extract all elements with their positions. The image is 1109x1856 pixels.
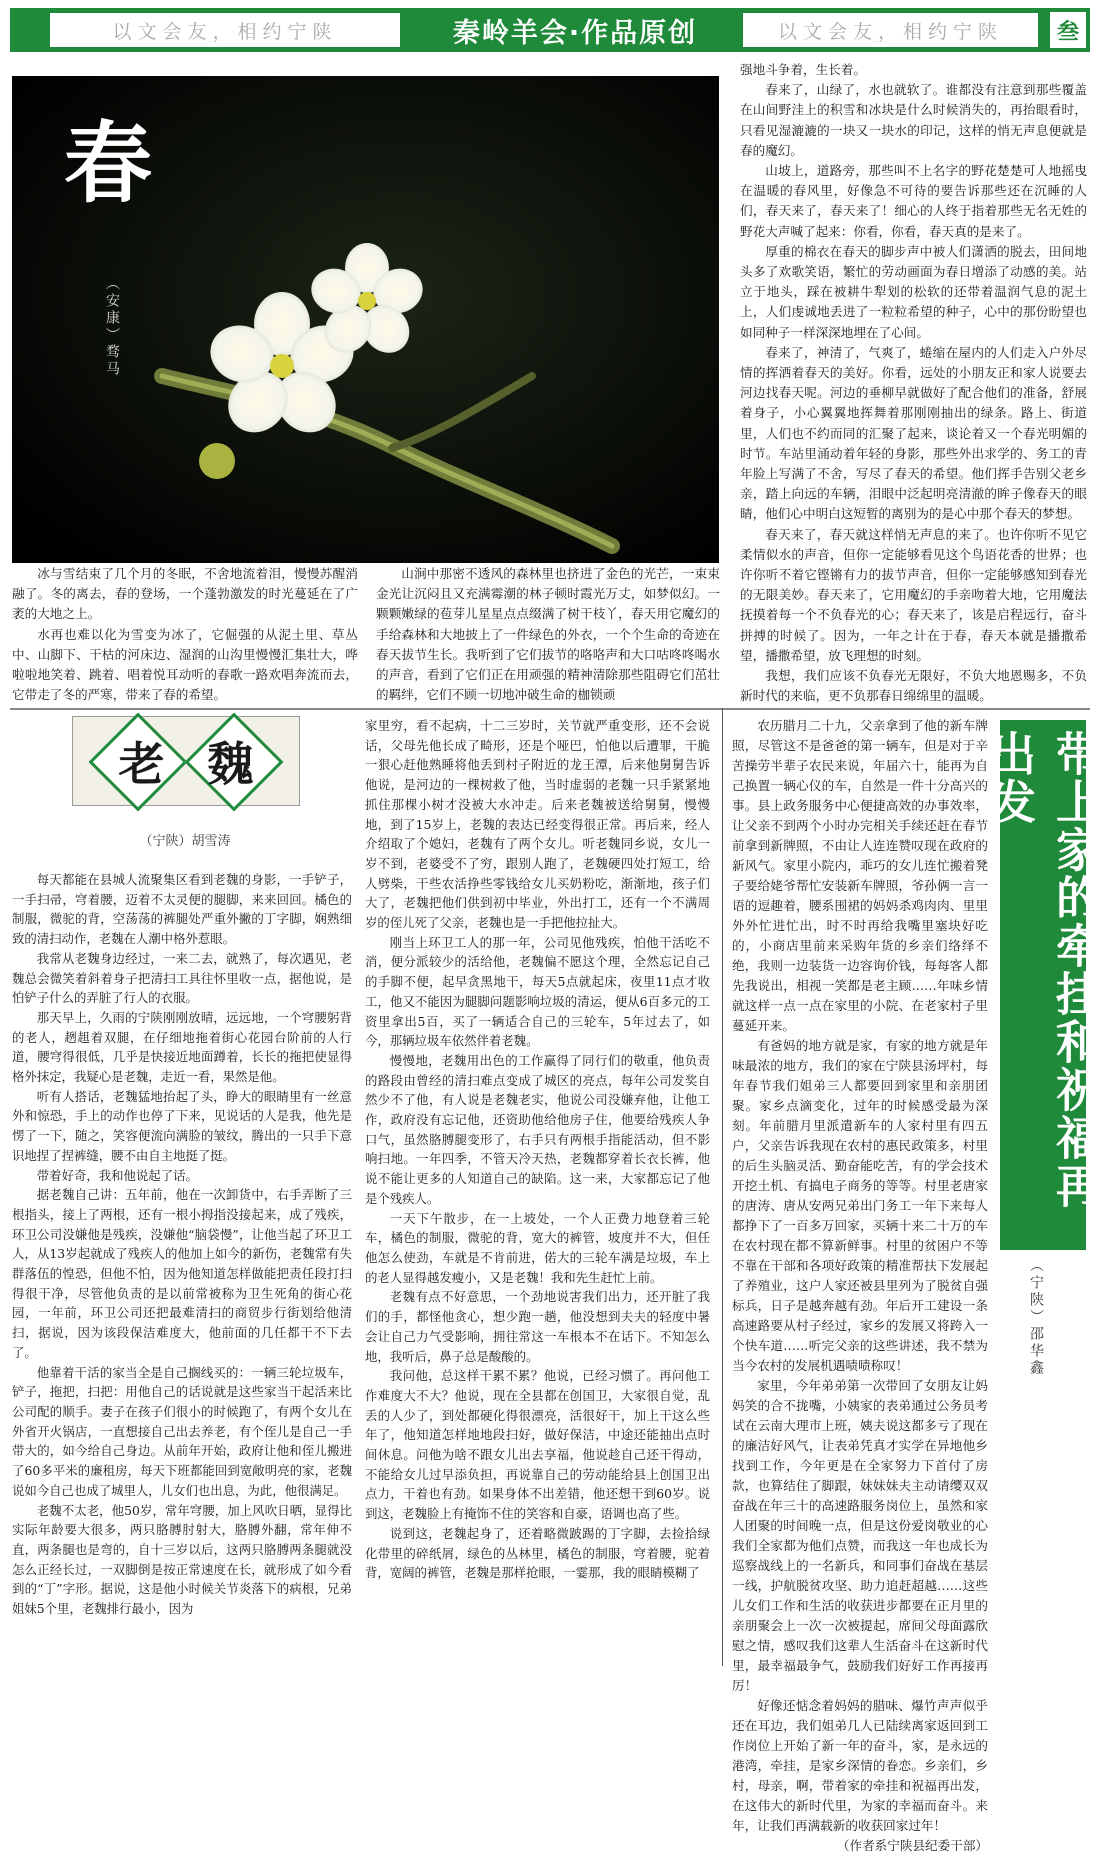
plum-blossom-photo xyxy=(12,76,719,563)
paragraph: 带着好奇，我和他说起了话。 xyxy=(36,1167,198,1183)
header-masthead: 秦岭羊会·作品原创 xyxy=(452,17,698,49)
paragraph: 老魏有点不好意思，一个劲地说害我们出力，还开脏了我们的手，都怪他贪心，想少跑一趟，他没想到夫夫的轻度中暑会让自己力气受影响，拥往常这一车根本不在话下。不知怎么地，我听后，鼻子总是酸酸的。 xyxy=(365,1289,710,1364)
paragraph: 说到这，老魏起身了，还着略微跛踢的丁字脚，去捡拾绿化带里的碎纸屑，绿色的丛林里，橘色的制服，穹着腰，驼着背，宽阔的裤管，老魏是那样抢眼，一霎那，我的眼睛模糊了 xyxy=(365,1525,710,1581)
title-char: 老 xyxy=(118,737,165,791)
paragraph: 一天下午散步，在一上坡处，一个人正费力地登着三轮车，橘色的制服，微驼的背，宽大的裤管，坡度并不大，但任他怎么使劲，车就是不肯前进，偌大的三轮车满是垃圾，车上的老人显得越发瘦小，又是老魏！我和先生赶忙上前。 xyxy=(365,1210,710,1285)
author-note: （作者系宁陕县纪委干部） xyxy=(836,1838,988,1853)
paragraph: 厚重的棉衣在春天的脚步声中被人们潇洒的脱去，田间地头多了欢歌笑语，繁忙的劳动画面为春日增添了动感的美。站立于地头，踩在被耕牛犁划的松软的还带着温润气息的泥土上，人们虔诚地丢进了一粒粒希望的种子，心中的那份盼望也如同种子一样深深地埋在了心间。 xyxy=(740,243,1087,340)
paragraph: 山坡上，道路旁，那些叫不上名字的野花楚楚可人地摇曳在温暖的春风里，好像急不可待的要告诉那些还在沉睡的人们，春天来了，春天来了！细心的人终于指着那些无名无姓的野花大声喊了起来：你看，你看，春天真的是来了。 xyxy=(740,163,1087,239)
laowei-column-1 xyxy=(12,870,352,1666)
article-title-family xyxy=(983,720,1103,1250)
paragraph: 每天都能在县城人流聚集区看到老魏的身影，一手铲子，一手扫帚，穹着腰，迈着不太灵便的腿脚，来来回回。橘色的制服，微驼的背，空荡荡的裤腿处严重外撇的丁字脚，娴熟细致的清扫动作，老魏在人潮中格外惹眼。 xyxy=(12,872,352,947)
paragraph: 我常从老魏身边经过，一来二去，就熟了，每次遇见，老魏总会微笑着斜着身子把清扫工具往怀里收一点，据他说，是怕铲子什么的弄脏了行人的衣服。 xyxy=(12,950,352,1006)
section-divider xyxy=(10,708,1090,710)
paragraph: 水再也难以化为雪变为冰了，它倔强的从泥土里、草丛中、山脚下、干枯的河床边、湿润的山沟里慢慢汇集壮大，哗啦啦地笑着、跳着、唱着悦耳动听的春歌一路欢唱奔流而去，它带走了冬的严寒，带来了春的希望。 xyxy=(12,626,358,703)
page-header xyxy=(10,8,1090,52)
paragraph: 强地斗争着，生长着。 xyxy=(740,62,866,77)
paragraph: 家里穷，看不起病，十二三岁时，关节就严重变形，还不会说话，父母先他长成了畸形，还是个哑巴，怕他以后遭罪，干脆一狠心赶他熟睡将他丢到村子附近的龙王潭，后来他舅舅告诉他说，是河边的一棵树救了他，当时虚弱的老魏一只手紧紧地抓住那棵小树才没被大水冲走。后来老魏被送给舅舅，慢慢地，到了15岁上，老魏的表达已经变得很正常。再后来，经人介绍取了个媳妇，老魏有了两个女儿。听老魏同乡说，女儿一岁不到，老婆受不了穷，跟别人跑了，老魏硬四处打短工，给人劈柴，干些农活挣些零钱给女儿买奶粉吃，渐渐地，孩子们大了，老魏把他们供到初中毕业，外出打工，还有一个不满周岁的侄儿死了父亲，老魏也是一手把他拉扯大。 xyxy=(365,718,710,931)
article-byline-laowei: （宁陕）胡雪涛 xyxy=(139,834,231,849)
paragraph: 慢慢地，老魏用出色的工作赢得了同行们的敬重，他负责的路段由曾经的清扫难点变成了城区的亮点，每年公司发奖自然少不了他，有人说是老魏老实，他说公司没嫌弃他，让他工作，政府没有忘记他，还资助他给他房子住，他要给残疾人争口气，虽然胳膊腿变形了，右手只有两根手指能活动，但不影响扫地。一年四季，不管天冷天热，老魏都穿着长衣长裤，他说不能让更多的人知道自己的缺陷。这一来，大家都忘记了他是个残疾人。 xyxy=(365,1052,710,1206)
paragraph: 他靠着干活的家当全是自己搁线买的：一辆三轮垃圾车，铲子，拖把，扫把：用他自己的话说就是这些家当干起活来比公司配的顺手。妻子在孩子们很小的时候跑了，有两个女儿在外省开火锅店，一直想接自己出去养老，有个侄儿是自己一手带大的，如今给自己身边。从前年开始，政府让他和侄儿搬进了60多平米的廉租房，每天下班都能回到宽敞明亮的家，老魏说如今自己也成了城里人，儿女们也出息，为此，他很满足。 xyxy=(12,1364,352,1498)
article-title-spring: 春 xyxy=(64,111,153,215)
paragraph: 我想，我们应该不负春光无限好，不负大地恩赐多，不负新时代的来临，更不负那春日绵绵里的温暖。 xyxy=(740,668,1087,704)
paragraph: 据老魏自己讲：五年前，他在一次卸货中，右手弄断了三根指头，接上了两根，还有一根小拇指没接起来，成了残疾，环卫公司没嫌他是残疾，没嫌他“脑袋慢”，让他当起了环卫工人，从13岁起就成了残疾人的他加上如今的新伤，老魏常有失群落伍的惶恐，但他不怕，因为他知道怎样做能把责任段打扫得很干净，尽管他负责的是以前常被称为卫生死角的街心花园，一年前，环卫公司还把最难清扫的商贸步行街划给他清扫，据说，因为该段保洁难度大，他前面的几任都干不下去了。 xyxy=(12,1187,352,1360)
article-author-spring: （安康）骛马 xyxy=(104,276,120,378)
paragraph: 春来了，神清了，气爽了，蜷缩在屋内的人们走入户外尽情的挥洒着春天的美好。你看，远处的小朋友正和家人说要去河边找春天呢。河边的垂柳早就做好了配合他们的准备，舒展着身子，小心翼翼地挥舞着那刚刚抽出的绿条。路上、街道里，人们也不约而同的汇聚了起来，谈论着又一个春光明媚的时节。车站里涌动着年轻的身影，那些外出求学的、务工的青年脸上写满了不舍，写尽了春天的希望。他们挥手告别父老乡亲，踏上向远的车辆，泪眼中泛起明亮清澈的眸子像春天的眼睛，他们心中明白这短暂的离别为的是心中那个春天的梦想。 xyxy=(740,344,1087,522)
vertical-title-text: 带上家的牵挂和祝福再出发 xyxy=(983,730,1103,1210)
title-char: 魏 xyxy=(207,737,254,791)
header-slogan-left: 以文会友，相约宁陕 xyxy=(50,13,400,47)
paragraph: 春来了，山绿了，水也就软了。谁都没有注意到那些覆盖在山间野洼上的积雪和冰块是什么时候消失的，再抬眼看时，只看见湿漉漉的一块又一块水的印记，这样的悄无声息便就是春的魔幻。 xyxy=(740,82,1087,158)
spring-column-3 xyxy=(740,60,1087,704)
paragraph: 刚当上环卫工人的那一年，公司见他残疾，怕他干活吃不消，便分派较少的活给他，老魏偏不愿这个理，全然忘记自己的手脚不便，起早贪黑地干，每天5点就起床，夜里11点才收工，他又不能因为腿脚问题影响垃圾的清运，便从6百多元的工资里拿出5百，买了一辆适合自己的三轮车，5年过去了，如今，那辆垃圾车依然伴着老魏。 xyxy=(365,934,710,1049)
paragraph: 有爸妈的地方就是家，有家的地方就是年味最浓的地方，我们的家在宁陕县汤坪村，每年春节我们姐弟三人都要回到家里和亲朋团聚。家乡点滴变化，过年的时候感受最为深刻。年前腊月里派遣新车的人家村里有四五户，父亲告诉我现在农村的惠民政策多，村里的后生头脑灵活、勤奋能吃苦，有的学会技术开挖土机、有搞电子商务的等等。村里老唐家的唐涛、唐从安两兄弟出门务工一年下来每人都挣下了一百多万回家，买辆十来二十万的车在农村现在都不算新鲜事。村里的贫困户不等不靠在干部和各项好政策的精准帮扶下发展起了养殖业，这户人家还被县里列为了脱贫自强标兵，日子是越奔越有劲。年后开工建设一条高速路要从村子经过，家乡的发展又将跨入一个快车道……听完父亲的这些讲述，我不禁为当今农村的发展机遇啧啧称叹！ xyxy=(732,1038,988,1373)
paragraph: 农历腊月二十九，父亲拿到了他的新车牌照，尽管这不是爸爸的第一辆车，但是对于辛苦操劳半辈子农民来说，年届六十，能再为自己换置一辆心仪的车，自然是一件十分高兴的事。县上政务服务中心便捷高效的办事效率，让父亲不到两个小时办完相关手续还赶在春节前拿到新牌照，不由让人连连赞叹现在政府的新风气。家里小院内，乖巧的女儿连忙搬着凳子要给姥爷帮忙安装新车牌照，爷孙俩一言一语的逗趣着，腰系围裙的妈妈杀鸡肉肉、里里外外忙进忙出，时不时再给我嘴里塞块好吃的，小商店里前来采购年货的乡亲们络绎不绝，我则一边装货一边容询价钱，每每客人都先我说出，相视一笑都是老主顾……年味乡情就这样一点一点在家里的小院、在老家村子里蔓延开来。 xyxy=(732,718,988,1033)
column-divider xyxy=(722,708,723,1666)
article-byline-family: （宁陕）邵华鑫 xyxy=(1028,1258,1044,1377)
family-article-body xyxy=(732,716,988,1853)
header-slogan-right: 以文会友，相约宁陕 xyxy=(743,13,1038,47)
spring-column-1 xyxy=(12,564,358,703)
laowei-column-2 xyxy=(365,716,710,1666)
paragraph: 老魏不太老，他50岁，常年穹腰，加上风吹日晒，显得比实际年龄要大很多，两只胳膊肘射大，胳膊外翻，常年伸不直，两条腿也是弯的，自十三岁以后，这两只胳膊两条腿就没怎么正经长过，一双脚倒是按正常速度在长，就形成了如今看到的“丁”字形。据说，这是他小时候关节炎落下的病根，兄弟姐妹5个里，老魏排行最小，因为 xyxy=(12,1502,352,1617)
paragraph: 我问他，总这样干累不累？他说，已经习惯了。再问他工作难度大不大？他说，现在全县都在创国卫，大家很自觉，乱丢的人少了，到处都硬化得很漂亮，活很好干，加上干这么些年了，他知道怎样地地段扫好，做好保洁，中途还能抽出点时间休息。问他为啥不跟女儿出去享福，他说趁自己还干得动，不能给女儿过早添负担，再说靠自己的劳动能给县上创国卫出点力，干着也有劲。如果身体不出差错，他还想干到60岁。说到这，老魏脸上有掩饰不住的笑容和自豪，语调也高了些。 xyxy=(365,1368,710,1522)
article-title-laowei xyxy=(72,716,300,806)
page-number: 叁 xyxy=(1050,12,1086,48)
paragraph: 山涧中那密不透风的森林里也挤进了金色的光芒，一束束金光让沉闷且又充满霉潮的林子顿时霞光万丈，如梦似幻。一颗颗嫩绿的苞芽儿星星点点缀满了树干枝丫，春天用它魔幻的手给森林和大地披上了一件绿色的外衣，一个个生命的奇迹在春天拔节生长。我听到了它们拔节的咯咯声和大口咕咚咚喝水的声音，看到了它们正在用顽强的精神清除那些阻碍它们茁壮的羁绊，它们不顾一切地冲破生命的枷锁顽 xyxy=(376,566,720,703)
paragraph: 家里，今年弟弟第一次带回了女朋友让妈妈笑的合不拢嘴，小姨家的表弟通过公务员考试在云南大理市上班，姨夫说这都多亏了现在的廉洁好风气，让表弟凭真才实学在异地他乡找到工作，今年更是在全家努力下首付了房款，也算结住了脚跟，妹妹妹夫主动请缨双双奋战在年三十的高速路服务岗位上，虽然和家人团聚的时间晚一点，但是这份爱岗敬业的心我们全家都为他们点赞，而我这一年也成长为巡察战线上的一名新兵，和同事们奋战在基层一线，护航脱贫攻坚、助力追赶超越……这些儿女们工作和生活的收获进步都要在正月里的亲朋聚会上一次一次被提起，席间父母面露欣慰之情，感叹我们这辈人生活奋斗在这新时代里，最幸福最争气，鼓励我们好好工作再接再厉！ xyxy=(732,1378,988,1693)
spring-column-2 xyxy=(376,564,720,703)
paragraph: 听有人搭话，老魏猛地抬起了头，睁大的眼睛里有一丝意外和惊恐，手上的动作也停了下来，见说话的人是我，他先是愣了一下，随之，笑容便流向满脸的皱纹，腾出的一只手下意识地捏了捏裤缝，腰不由自主地挺了挺。 xyxy=(12,1088,352,1163)
newspaper-page xyxy=(10,8,1103,1853)
paragraph: 好像还惦念着妈妈的腊味、爆竹声声似乎还在耳边，我们姐弟几人已陆续离家返回到工作岗位上开始了新一年的奋斗，家，是永远的港湾，牵挂，是家乡深情的眷恋。乡亲们，乡村，母亲，啊，带着家的牵挂和祝福再出发，在这伟大的新时代里，为家的幸福而奋斗。来年，让我们再满载新的收获回家过年！ xyxy=(732,1698,988,1833)
paragraph: 春天来了，春天就这样悄无声息的来了。也许你听不见它柔情似水的声音，但你一定能够看见这个鸟语花香的世界；也许你听不着它铿锵有力的拔节声音，但你一定能够感知到春光的无限美妙。春天来了，它用魔幻的手亲吻着大地，它用魔法抚摸着每一个不负春光的心；春天来了，该是启程远行，奋斗拼搏的时候了。因为，一年之计在于春，春天本就是播撒希望，播撒希望，放飞理想的时刻。 xyxy=(740,526,1087,663)
paragraph: 那天早上，久雨的宁陕刚刚放晴，远远地，一个穹腰躬背的老人，趔趄着双腿，在仔细地拖着街心花园台阶前的人行道，腰穹得很低，几乎是快接近地面蹲着，长长的拖把使显得格外抹定，我疑心是老魏，走近一看，果然是他。 xyxy=(12,1009,352,1085)
paragraph: 冰与雪结束了几个月的冬眠，不舍地流着泪，慢慢苏醒消融了。冬的离去，春的登场，一个蓬勃激发的时光蔓延在了广袤的大地之上。 xyxy=(12,566,358,622)
